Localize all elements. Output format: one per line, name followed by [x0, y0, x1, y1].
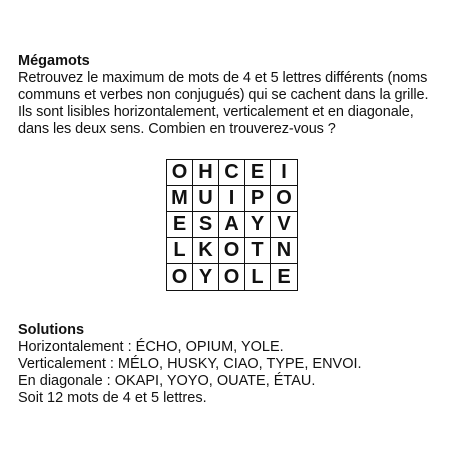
grid-cell[interactable]: O — [219, 264, 245, 290]
grid-cell[interactable]: Y — [193, 264, 219, 290]
grid-cell[interactable]: A — [219, 212, 245, 238]
puzzle-title: Mégamots — [18, 53, 90, 69]
grid-cell[interactable]: H — [193, 160, 219, 186]
grid-cell[interactable]: L — [245, 264, 271, 290]
grid-cell[interactable]: M — [167, 186, 193, 212]
grid-cell[interactable]: U — [193, 186, 219, 212]
grid-cell[interactable]: E — [167, 212, 193, 238]
grid-cell[interactable]: O — [219, 238, 245, 264]
grid-cell[interactable]: S — [193, 212, 219, 238]
grid-cell[interactable]: Y — [245, 212, 271, 238]
grid-cell[interactable]: P — [245, 186, 271, 212]
grid-cell[interactable]: E — [245, 160, 271, 186]
grid-cell[interactable]: E — [277, 265, 291, 288]
grid-cell[interactable]: V — [271, 212, 297, 238]
letter-grid — [166, 159, 298, 291]
solutions-heading: Solutions — [18, 322, 85, 338]
grid-cell[interactable]: I — [271, 160, 297, 186]
solutions-section — [18, 322, 443, 407]
solutions-diagonal: En diagonale : OKAPI, YOYO, OUATE, ÉTAU. — [18, 373, 316, 389]
grid-cell[interactable]: O — [271, 186, 297, 212]
grid-cell[interactable]: I — [219, 186, 245, 212]
puzzle-instructions: Retrouvez le maximum de mots de 4 et 5 lettres différents (noms communs et verbes non conjugués) qui se cachent dans la grille. Ils sont lisibles horizontalement, verticalement et en diagonale, dans les deux sens. Combien en trouverez-vous ? — [18, 70, 429, 137]
grid-cell[interactable]: O — [167, 264, 193, 290]
grid-cell[interactable]: L — [167, 238, 193, 264]
grid-cell[interactable]: O — [167, 160, 193, 186]
grid-cell[interactable]: C — [219, 160, 245, 186]
solutions-horizontal: Horizontalement : ÉCHO, OPIUM, YOLE. — [18, 339, 284, 355]
solutions-vertical: Verticalement : MÉLO, HUSKY, CIAO, TYPE, ENVOI. — [18, 356, 362, 372]
solutions-total: Soit 12 mots de 4 et 5 lettres. — [18, 390, 207, 406]
grid-cell[interactable]: T — [245, 238, 271, 264]
puzzle-header — [18, 52, 443, 138]
grid-cell[interactable]: K — [193, 238, 219, 264]
grid-cell[interactable]: N — [271, 238, 297, 264]
